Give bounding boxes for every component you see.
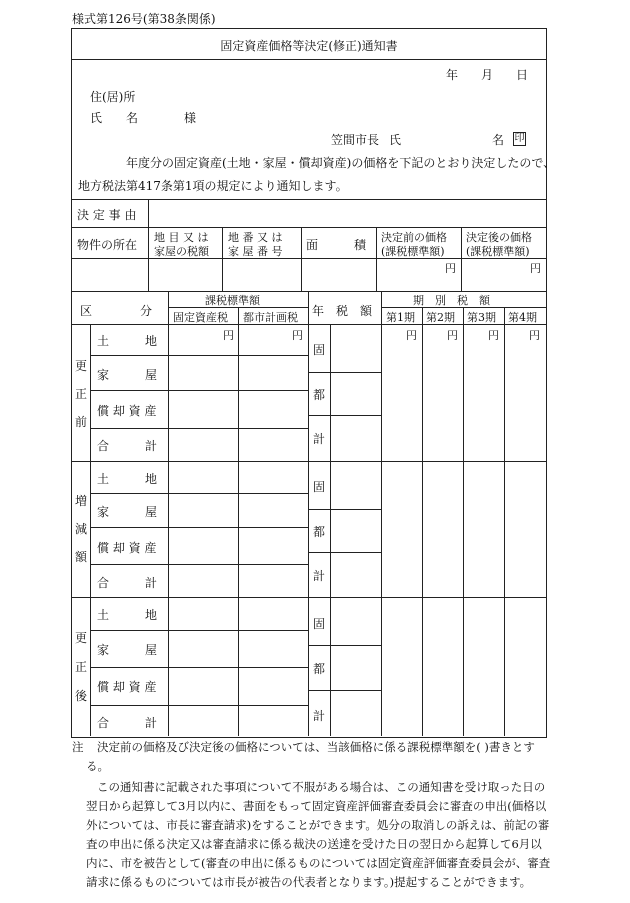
after-price-yen: 円 [530,262,541,275]
prop-col-3 [301,227,302,291]
appeal-line-6: 請求に係るものについては市長が被告の代表者となります。)提起することができます。 [86,875,532,889]
group-1-bottom [72,461,546,462]
date-day: 日 [516,68,529,82]
tax-col-city [308,291,309,736]
city-tax-yen: 円 [292,329,303,342]
form-frame [71,28,547,738]
annual-city-label: 都 [313,525,326,539]
before-price-yen: 円 [445,262,456,275]
g1-annual-line-1 [308,372,381,373]
g2-annual-line-1 [308,509,381,510]
annual-city-label: 都 [313,388,326,402]
row-label-depreciable: 償 却 資 産 [97,541,157,555]
issuer-office: 笠間市長 [331,133,380,147]
annual-total-label: 計 [313,569,326,583]
land-type-header-1: 地 目 又 は [154,231,209,244]
g3-row-line-1 [90,630,308,631]
prop-header-bottom [72,258,546,259]
annual-fixed-label: 固 [313,617,326,631]
tax-col-p1 [422,307,423,736]
period-4-yen: 円 [529,329,540,342]
g2-row-line-3 [90,564,308,565]
group-2-bottom [72,597,546,598]
decision-reason-label: 決 定 事 由 [77,208,137,222]
decision-reason-divider [148,200,149,227]
fixed-tax-yen: 円 [223,329,234,342]
annual-fixed-label: 固 [313,343,326,357]
note-line-1: 決定前の価格及び決定後の価格については、当該価格に係る課税標準額を( )書きとす [97,740,535,754]
appeal-line-4: 査の申出に係る決定又は審査請求に係る裁決の送達を受けた日の翌日から起算して6月以 [86,837,542,851]
prop-col-2 [222,227,223,291]
city-planning-tax-header: 都市計画税 [243,311,298,324]
g1-row-line-2 [90,390,308,391]
before-price-header-1: 決定前の価格 [381,231,447,244]
group-3-char-3: 後 [75,689,88,703]
row-label-total: 合 計 [97,439,158,453]
row-label-house: 家 屋 [97,643,158,657]
intro-line-1: 年度分の固定資産(土地・家屋・償却資産)の価格を下記のとおり決定したので、 [126,156,556,170]
row-label-land: 土 地 [97,608,158,622]
period-2-yen: 円 [447,329,458,342]
intro-line-2: 地方税法第417条第1項の規定により通知します。 [78,179,348,193]
location-header: 物件の所在 [77,238,138,252]
honorific-sama: 様 [184,111,197,125]
group-1-char-2: 正 [75,387,88,401]
group-2-char-1: 増 [75,494,88,508]
group-1-char-1: 更 [75,359,88,373]
lot-header-1: 地 番 又 は [228,231,283,244]
period-2-header: 第2期 [426,311,455,324]
g2-annual-line-2 [308,552,381,553]
fixed-asset-tax-header: 固定資産税 [173,311,228,324]
tax-col-fixed [238,307,239,736]
group-3-char-2: 正 [75,660,88,674]
row-label-land: 土 地 [97,472,158,486]
row-label-land: 土 地 [97,334,158,348]
period-3-header: 第3期 [467,311,496,324]
before-price-header-2: (課税標準額) [381,245,445,258]
decision-row-bottom [72,227,546,228]
row-label-total: 合 計 [97,716,158,730]
g2-row-line-2 [90,527,308,528]
g3-annual-line-2 [308,690,381,691]
note-label: 注 [72,740,84,754]
name-label: 氏 名 [90,111,139,125]
row-label-house: 家 屋 [97,368,158,382]
standard-header: 課税標準額 [205,294,260,307]
period-3-yen: 円 [488,329,499,342]
g1-annual-line-2 [308,415,381,416]
lot-header-2: 家 屋 番 号 [228,245,283,258]
tax-header-bottom [72,324,546,325]
row-label-depreciable: 償 却 資 産 [97,680,157,694]
tax-col-label [168,291,169,736]
period-1-header: 第1期 [386,311,415,324]
tax-col-p2 [463,307,464,736]
tax-col-p3 [504,307,505,736]
row-label-depreciable: 償 却 資 産 [97,404,157,418]
g2-row-line-1 [90,493,308,494]
appeal-line-5: 内に、市を被告として(審査の申出に係るものについては固定資産評価審査委員会が、審査 [86,856,551,870]
after-price-header-2: (課税標準額) [466,245,530,258]
prop-col-4 [376,227,377,291]
date-month: 月 [481,68,494,82]
g3-row-line-3 [90,705,308,706]
period-4-header: 第4期 [508,311,537,324]
title-divider [72,59,546,60]
date-year: 年 [446,68,459,82]
form-title: 固定資産価格等決定(修正)通知書 [220,39,398,53]
group-3-char-1: 更 [75,631,88,645]
g3-annual-line-1 [308,645,381,646]
annual-fixed-label: 固 [313,480,326,494]
tax-col-annual-label [330,324,331,736]
appeal-line-1: この通知書に記載された事項について不服がある場合は、この通知書を受け取った日の [97,780,546,794]
note-line-2: る。 [86,759,109,773]
prop-col-5 [461,227,462,291]
group-2-char-3: 額 [75,550,88,564]
group-2-char-2: 減 [75,522,88,536]
group-1-char-3: 前 [75,415,88,429]
issuer-shi: 氏 [389,133,402,147]
appeal-line-2: 翌日から起算して3月以内に、書面をもって固定資産評価審査委員会に審査の申出(価格以 [86,799,547,813]
g1-row-line-3 [90,428,308,429]
after-price-header-1: 決定後の価格 [466,231,532,244]
annual-tax-header: 年 税 額 [312,304,373,318]
g3-row-line-2 [90,667,308,668]
row-label-total: 合 計 [97,576,158,590]
tax-col-annual-value [381,291,382,736]
category-header: 区 分 [80,304,153,318]
address-label: 住(居)所 [90,90,136,104]
land-type-header-2: 家屋の税額 [154,245,209,258]
g1-row-line-1 [90,355,308,356]
annual-total-label: 計 [313,709,326,723]
prop-col-1 [148,227,149,291]
annual-total-label: 計 [313,432,326,446]
area-header: 面 積 [306,238,367,252]
period-tax-header: 期 別 税 額 [413,294,490,307]
form-number: 様式第126号(第38条関係) [72,12,216,26]
appeal-line-3: 外については、市長に審査請求)をすることができます。処分の取消しの訴えは、前記の審 [86,818,550,832]
intro-divider [72,199,546,200]
issuer-mei: 名 [492,133,505,147]
period-1-yen: 円 [406,329,417,342]
annual-city-label: 都 [313,662,326,676]
row-label-house: 家 屋 [97,505,158,519]
seal-stamp: 印 [514,133,525,144]
tax-col-group [90,324,91,736]
